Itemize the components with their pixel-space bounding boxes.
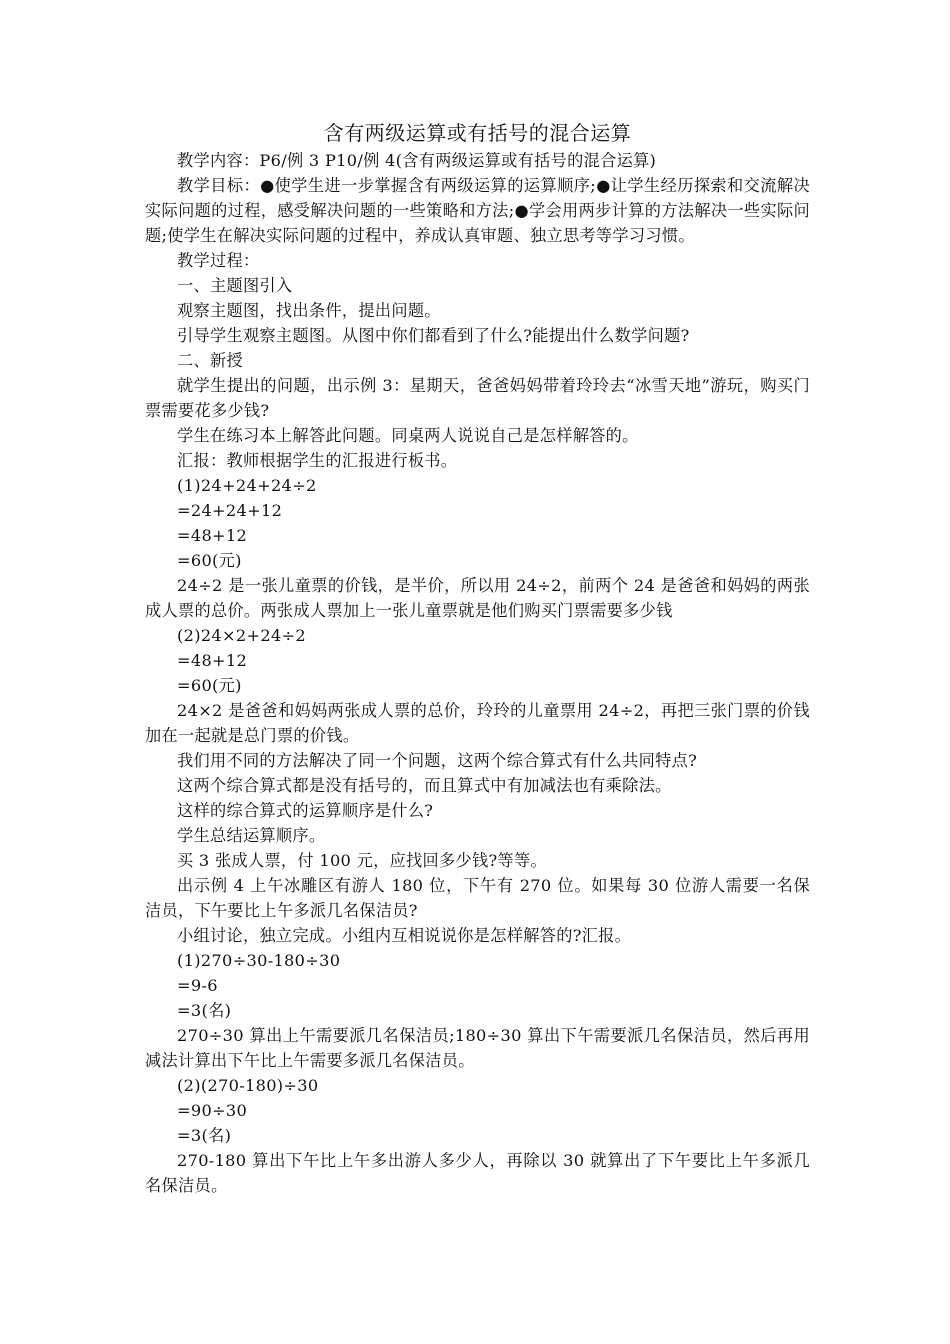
paragraph: 这两个综合算式都是没有括号的，而且算式中有加减法也有乘除法。 (177, 776, 672, 795)
paragraph: 二、新授 (177, 351, 243, 370)
paragraph: 24÷2 是一张儿童票的价钱，是半价，所以用 24÷2，前两个 24 是爸爸和妈妈的两张成人票的总价。两张成人票加上一张儿童票就是他们购买门票需要多少钱 (145, 576, 810, 620)
paragraph: 这样的综合算式的运算顺序是什么? (177, 801, 434, 820)
document-title: 含有两级运算或有括号的混合运算 (323, 121, 632, 145)
paragraph: =3(名) (177, 1001, 232, 1020)
paragraph: =48+12 (177, 526, 248, 545)
paragraph: 买 3 张成人票，付 100 元，应找回多少钱?等等。 (177, 851, 547, 870)
paragraph: =90÷30 (177, 1101, 248, 1120)
paragraph: 270÷30 算出上午需要派几名保洁员;180÷30 算出下午需要派几名保洁员，然后再用减法计算出下午比上午需要多派几名保洁员。 (145, 1026, 810, 1070)
paragraph: 观察主题图，找出条件，提出问题。 (177, 301, 441, 320)
paragraph: 引导学生观察主题图。从图中你们都看到了什么?能提出什么数学问题? (177, 326, 690, 345)
paragraph: 我们用不同的方法解决了同一个问题，这两个综合算式有什么共同特点? (177, 751, 698, 770)
paragraph: =60(元) (177, 676, 242, 695)
paragraph: =3(名) (177, 1126, 232, 1145)
document-body (145, 148, 810, 1198)
paragraph: 教学过程： (177, 251, 260, 270)
paragraph: (1)270÷30-180÷30 (177, 951, 341, 970)
paragraph: =60(元) (177, 551, 242, 570)
paragraph: 教学目标：●使学生进一步掌握含有两级运算的运算顺序;●让学生经历探索和交流解决实际问题的过程，感受解决问题的一些策略和方法;●学会用两步计算的方法解决一些实际问题;使学生在解决实际问题的过程中，养成认真审题、独立思考等学习习惯。 (145, 176, 810, 245)
paragraph: (2)(270-180)÷30 (177, 1076, 319, 1095)
paragraph: 学生在练习本上解答此问题。同桌两人说说自己是怎样解答的。 (177, 426, 639, 445)
paragraph: 24×2 是爸爸和妈妈两张成人票的总价，玲玲的儿童票用 24÷2，再把三张门票的价钱加在一起就是总门票的价钱。 (145, 701, 810, 745)
paragraph: =48+12 (177, 651, 248, 670)
paragraph: 汇报：教师根据学生的汇报进行板书。 (177, 451, 458, 470)
paragraph: (2)24×2+24÷2 (177, 626, 307, 645)
document-page (145, 118, 810, 1198)
paragraph: =9-6 (177, 976, 218, 995)
paragraph: =24+24+12 (177, 501, 283, 520)
paragraph: 出示例 4 上午冰雕区有游人 180 位，下午有 270 位。如果每 30 位游人需要一名保洁员，下午要比上午多派几名保洁员? (145, 876, 810, 920)
paragraph: 小组讨论，独立完成。小组内互相说说你是怎样解答的?汇报。 (177, 926, 632, 945)
paragraph: 一、主题图引入 (177, 276, 293, 295)
paragraph: 学生总结运算顺序。 (177, 826, 326, 845)
paragraph: 就学生提出的问题，出示例 3：星期天，爸爸妈妈带着玲玲去“冰雪天地”游玩，购买门票需要花多少钱? (145, 376, 810, 420)
paragraph: (1)24+24+24÷2 (177, 476, 317, 495)
paragraph: 270-180 算出下午比上午多出游人多少人，再除以 30 就算出了下午要比上午多派几名保洁员。 (145, 1151, 810, 1195)
paragraph: 教学内容：P6/例 3 P10/例 4(含有两级运算或有括号的混合运算) (177, 151, 657, 170)
